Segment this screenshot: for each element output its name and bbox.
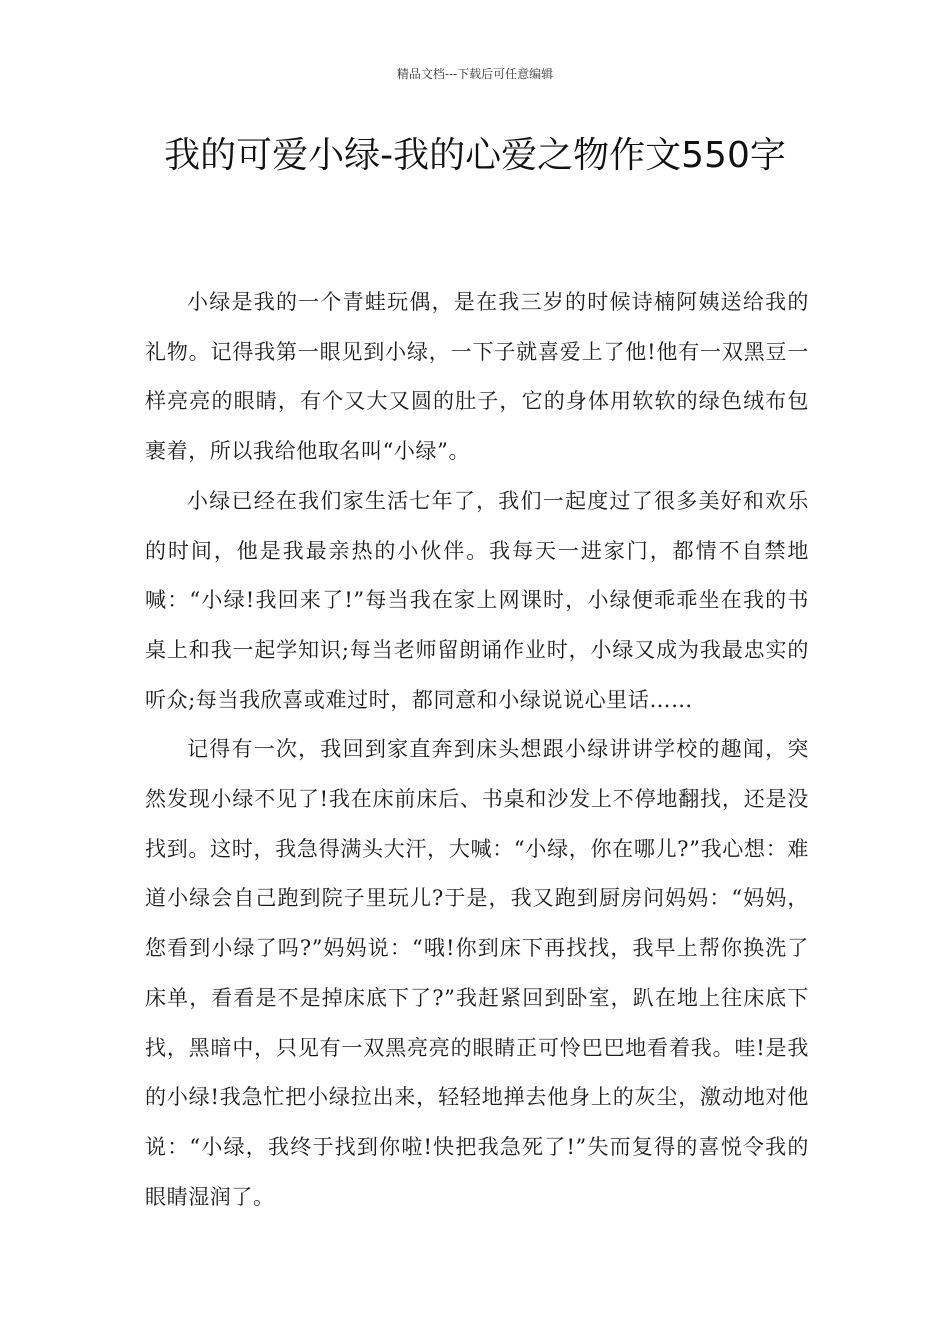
document-body	[145, 278, 809, 1222]
document-title: 我的可爱小绿-我的心爱之物作文550字	[164, 135, 786, 176]
paragraph-2: 小绿已经在我们家生活七年了，我们一起度过了很多美好和欢乐的时间，他是我最亲热的小伙伴。我每天一进家门，都情不自禁地喊：“小绿!我回来了!”每当我在家上网课时，小绿便乖乖坐在我的书桌上和我一起学知识;每当老师留朗诵作业时，小绿又成为我最忠实的听众;每当我欣喜或难过时，都同意和小绿说说心里话……	[145, 488, 809, 712]
paragraph-1: 小绿是我的一个青蛙玩偶，是在我三岁的时候诗楠阿姨送给我的礼物。记得我第一眼见到小绿，一下子就喜爱上了他!他有一双黑豆一样亮亮的眼睛，有个又大又圆的肚子，它的身体用软软的绿色绒布包裹着，所以我给他取名叫“小绿”。	[145, 290, 809, 464]
page-header-note: 精品文档---下载后可任意编辑	[396, 67, 554, 81]
paragraph-3: 记得有一次，我回到家直奔到床头想跟小绿讲讲学校的趣闻，突然发现小绿不见了!我在床前床后、书桌和沙发上不停地翻找，还是没找到。这时，我急得满头大汗，大喊：“小绿，你在哪儿?”我心想：难道小绿会自己跑到院子里玩儿?于是，我又跑到厨房问妈妈：“妈妈，您看到小绿了吗?”妈妈说：“哦!你到床下再找找，我早上帮你换洗了床单，看看是不是掉床底下了?”我赶紧回到卧室，趴在地上往床底下找，黑暗中，只见有一双黑亮亮的眼睛正可怜巴巴地看着我。哇!是我的小绿!我急忙把小绿拉出来，轻轻地掸去他身上的灰尘，激动地对他说：“小绿，我终于找到你啦!快把我急死了!”失而复得的喜悦令我的眼睛湿润了。	[145, 737, 809, 1209]
